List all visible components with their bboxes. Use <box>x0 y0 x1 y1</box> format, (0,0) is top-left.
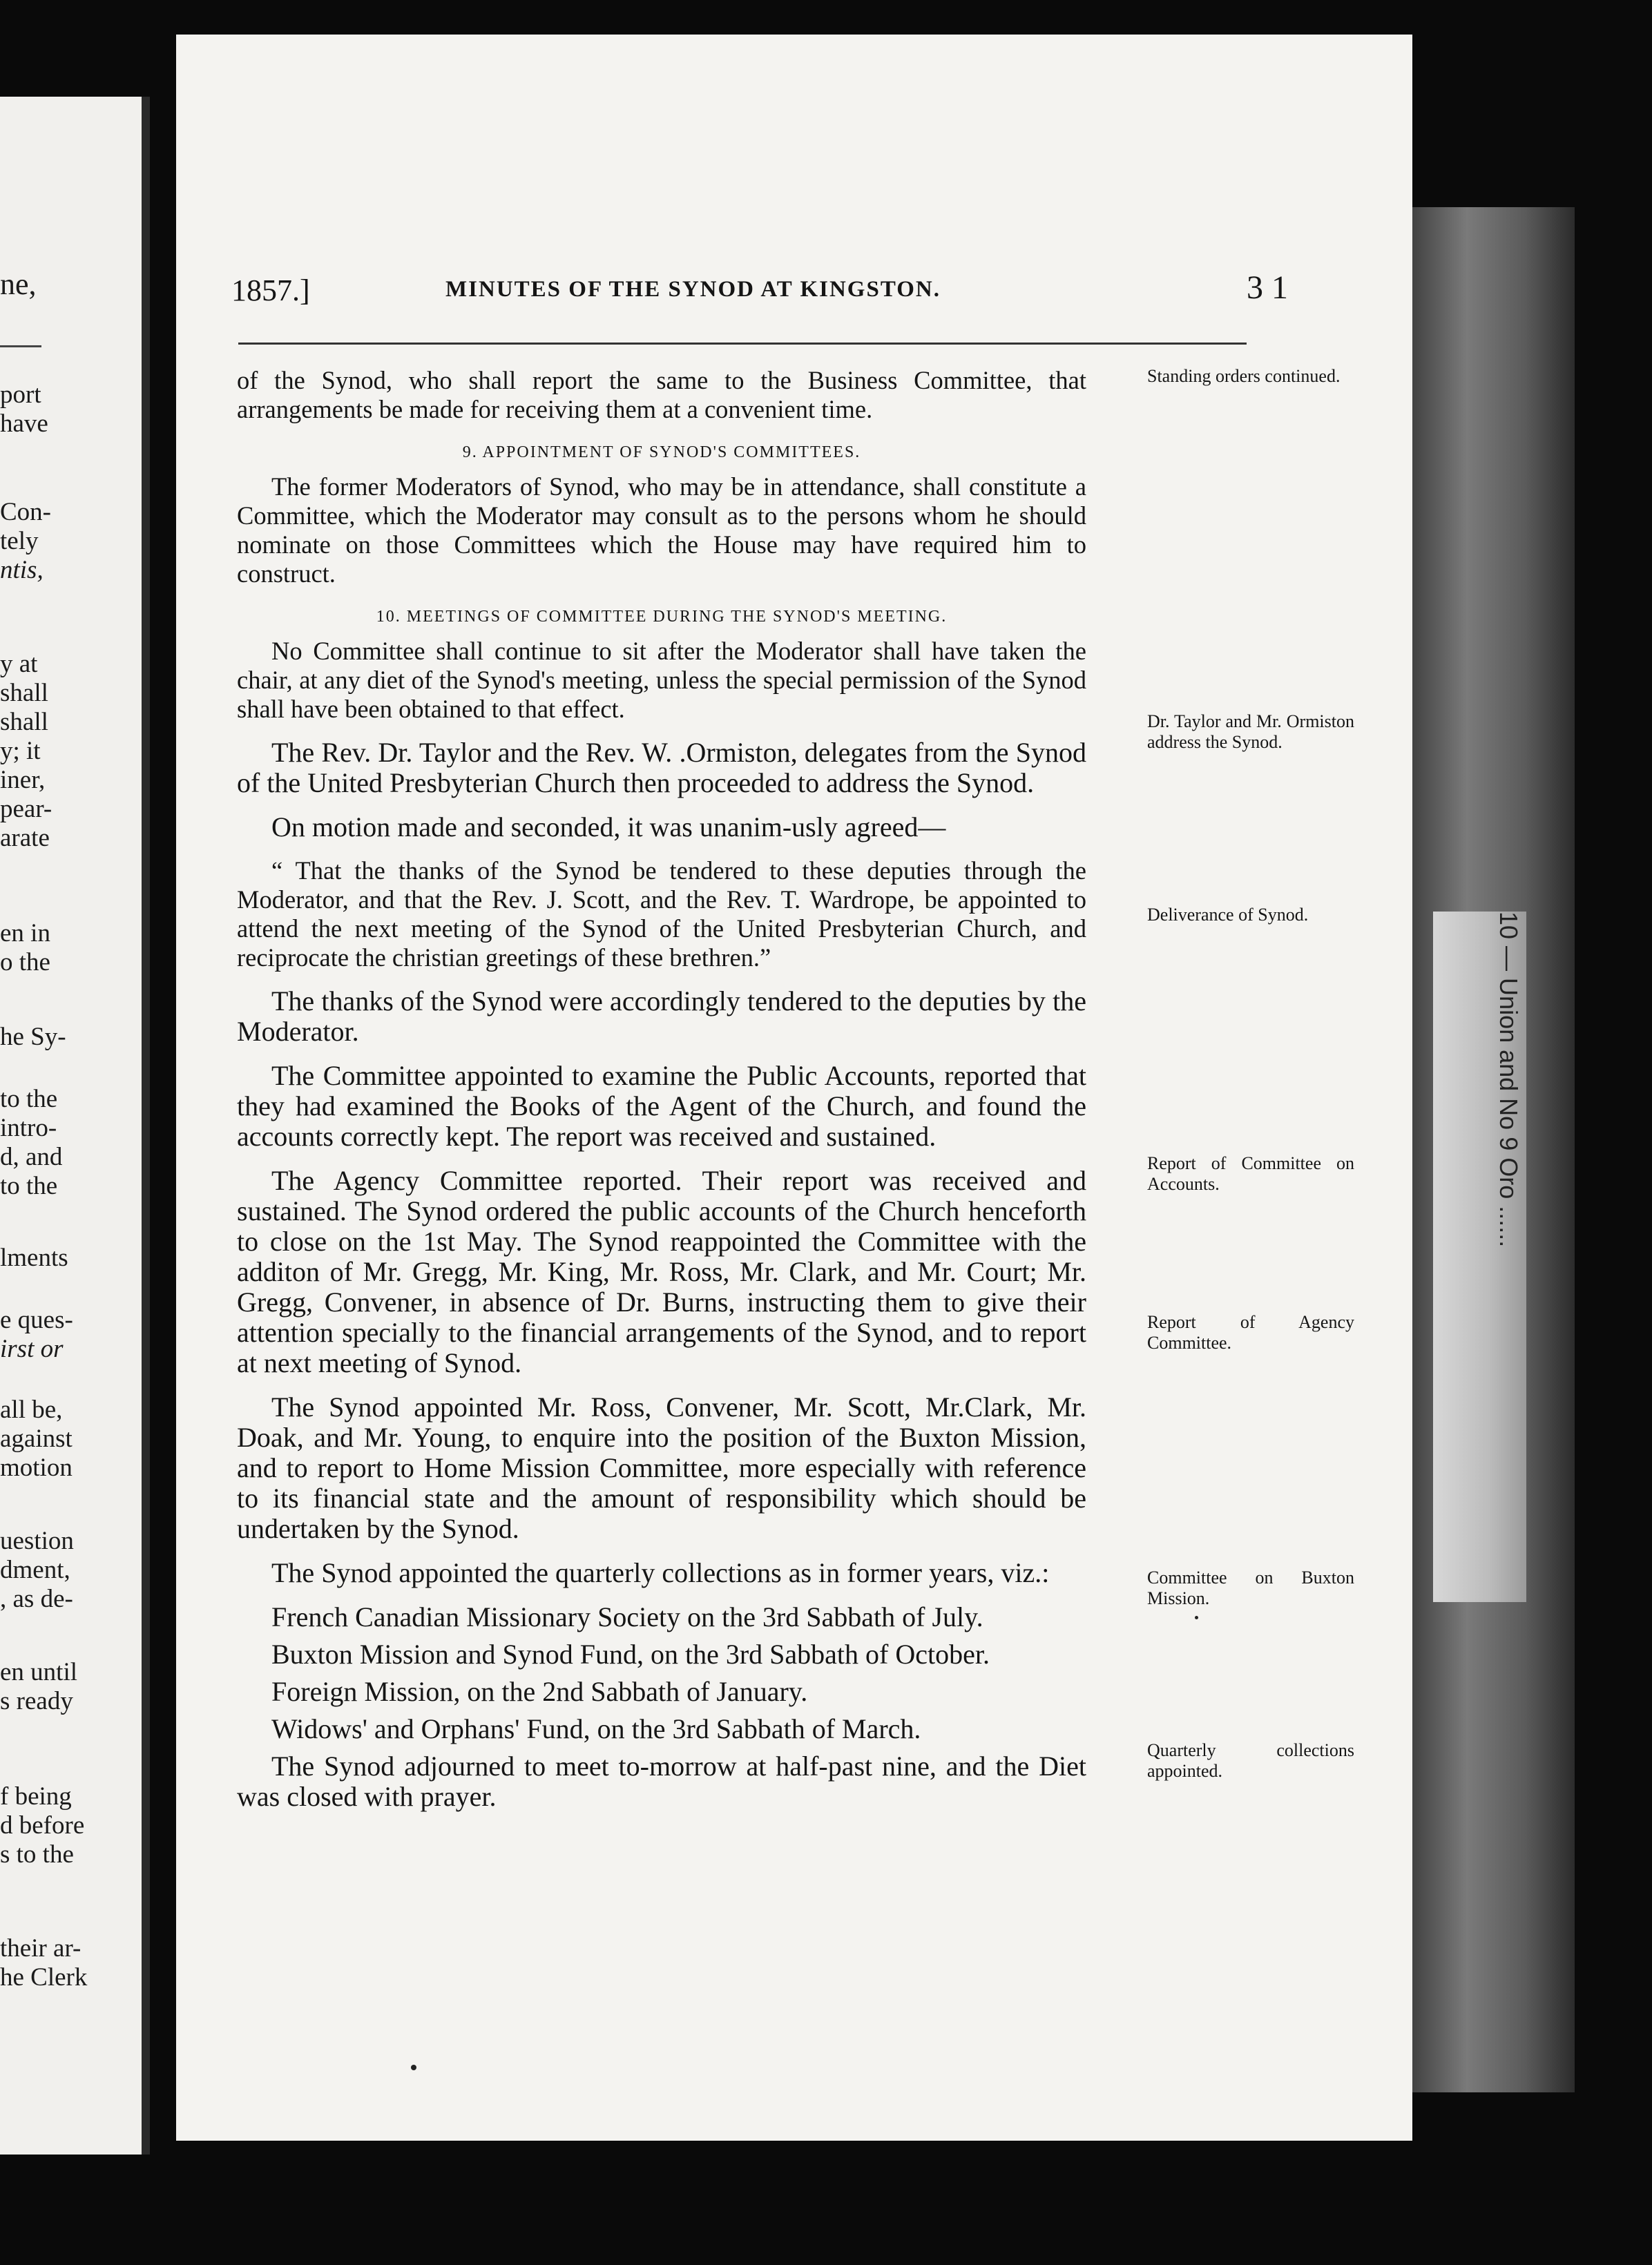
ink-speck <box>411 2065 416 2070</box>
left-fragment-line: en until <box>0 1658 78 1686</box>
section-heading: 9. APPOINTMENT OF SYNOD'S COMMITTEES. <box>462 443 861 461</box>
left-fragment-line: ntis, <box>0 556 44 584</box>
header-title: MINUTES OF THE SYNOD AT KINGSTON. <box>445 277 941 302</box>
left-fragment-line: y at <box>0 650 38 678</box>
paragraph: of the Synod, who shall report the same to the Business Committee, that arrangements be made for receiving them at a convenient time. <box>237 366 1086 423</box>
left-fragment-line: d, and <box>0 1143 63 1171</box>
paragraph: On motion made and seconded, it was unanim-usly agreed— <box>271 811 946 842</box>
scrap-text: 10 — Union and No 9 Oro ...... <box>1495 912 1523 1248</box>
left-fragment-line: ne, <box>0 267 37 301</box>
paragraph: The former Moderators of Synod, who may be in attendance, shall constitute a Committee, which the Moderator may consult as to the persons whom he should nominate on those Committees which the House may have required him to construct. <box>237 472 1086 588</box>
running-header <box>231 269 1296 314</box>
left-fragment-line: shall <box>0 679 48 707</box>
left-fragment-line: s to the <box>0 1840 74 1869</box>
main-page <box>176 35 1412 2141</box>
page-number: 31 <box>1247 269 1296 306</box>
left-fragment-line: en in <box>0 919 50 947</box>
left-fragment-line: all be, <box>0 1396 63 1424</box>
left-fragment-line: motion <box>0 1454 73 1482</box>
paragraph: The Rev. Dr. Taylor and the Rev. W. .Ormiston, delegates from the Synod of the United Presbyterian Church then proceeded to address the Synod. <box>237 737 1086 798</box>
left-fragment-line: iner, <box>0 766 46 794</box>
left-fragment-line: pear- <box>0 795 52 823</box>
header-year: 1857.] <box>231 273 310 307</box>
left-fragment-line: have <box>0 409 48 438</box>
resolution-quote: “ That the thanks of the Synod be tendered to these deputies through the Moderator, and that the Rev. J. Scott, and the Rev. T. Wardrope, be appointed to attend the next meeting of the Synod of the United Presbyterian Church, and reciprocate the christian greetings of these brethren.” <box>237 856 1086 972</box>
left-fragment-line: their ar- <box>0 1934 81 1963</box>
left-fragment-line: intro- <box>0 1114 57 1142</box>
left-fragment-line: shall <box>0 708 48 736</box>
left-fragment-line: he Clerk <box>0 1963 88 1992</box>
left-fragment-line: irst or <box>0 1335 64 1363</box>
ink-speck <box>1195 1616 1198 1619</box>
collection-item: French Canadian Missionary Society on the 3rd Sabbath of July. <box>271 1601 983 1632</box>
left-fragment-line: dment, <box>0 1556 70 1584</box>
left-fragment-line: tely <box>0 527 39 555</box>
book-gutter <box>142 97 150 2155</box>
paragraph: The Synod appointed Mr. Ross, Convener, Mr. Scott, Mr.Clark, Mr. Doak, and Mr. Young, to enquire into the position of the Buxton Mission, and to report to Home Mission Committee, more especially with reference to its financial state and the amount of responsibility which should be undertaken by the Synod. <box>237 1391 1086 1544</box>
left-fragment-line: Con- <box>0 498 51 526</box>
paragraph: The Committee appointed to examine the Public Accounts, reported that they had examined the Books of the Agent of the Church, and found the accounts correctly kept. The report was received and sustained. <box>237 1060 1086 1152</box>
left-fragment-line: arate <box>0 824 50 852</box>
left-fragment-line: y; it <box>0 737 41 765</box>
left-fragment-line: d before <box>0 1811 85 1840</box>
left-fragment-line: against <box>0 1425 73 1453</box>
section-heading: 10. MEETINGS OF COMMITTEE DURING THE SYNOD'S MEETING. <box>376 608 948 626</box>
left-fragment-line: to the <box>0 1172 58 1200</box>
header-rule <box>238 343 1247 345</box>
margin-note: Report of Committee on Accounts. <box>1147 1153 1354 1194</box>
paragraph: The thanks of the Synod were accordingly tendered to the deputies by the Moderator. <box>237 985 1086 1047</box>
margin-note: Quarterly collections appointed. <box>1147 1740 1354 1781</box>
left-fragment-line: s ready <box>0 1687 73 1715</box>
collection-item: Buxton Mission and Synod Fund, on the 3rd Sabbath of October. <box>271 1639 990 1670</box>
left-fragment-line: port <box>0 380 41 409</box>
paragraph: The Agency Committee reported. Their report was received and sustained. The Synod ordered the public accounts of the Church henceforth to close on the 1st May. The Synod reappointed the Committee with the additon of Mr. Gregg, Mr. King, Mr. Ross, Mr. Clark, and Mr. Court; Mr. Gregg, Convener, in absence of Dr. Burns, instructing them to give their attention specially to the financial arrangements of the Synod, and to report at next meeting of Synod. <box>237 1165 1086 1378</box>
left-fragment-line: o the <box>0 948 50 976</box>
left-page-fragment <box>0 97 148 2155</box>
left-fragment-line: to the <box>0 1085 58 1113</box>
page-body <box>237 366 1354 1826</box>
margin-note: Report of Agency Committee. <box>1147 1312 1354 1353</box>
left-fragment-line: , as de- <box>0 1585 73 1613</box>
paragraph: No Committee shall continue to sit after the Moderator shall have taken the chair, at any diet of the Synod's meeting, unless the special permission of the Synod shall have been obtained to that effect. <box>237 637 1086 723</box>
margin-note: Dr. Taylor and Mr. Ormiston address the Synod. <box>1147 711 1354 752</box>
left-page-rule <box>0 345 41 347</box>
paragraph: The Synod adjourned to meet to-morrow at half-past nine, and the Diet was closed with prayer. <box>237 1751 1086 1812</box>
left-fragment-line: f being <box>0 1782 72 1811</box>
margin-note: Deliverance of Synod. <box>1147 905 1309 925</box>
collection-item: Widows' and Orphans' Fund, on the 3rd Sabbath of March. <box>271 1713 921 1744</box>
paragraph: The Synod appointed the quarterly collections as in former years, viz.: <box>271 1557 1050 1588</box>
margin-note: Committee on Buxton Mission. <box>1147 1568 1354 1608</box>
margin-note: Standing orders continued. <box>1147 366 1341 386</box>
left-fragment-line: e ques- <box>0 1306 73 1334</box>
collection-item: Foreign Mission, on the 2nd Sabbath of January. <box>271 1676 808 1707</box>
left-fragment-line: uestion <box>0 1527 74 1555</box>
torn-paper-fragment <box>1433 912 1526 1602</box>
left-fragment-line: he Sy- <box>0 1023 66 1051</box>
left-fragment-line: lments <box>0 1244 68 1272</box>
